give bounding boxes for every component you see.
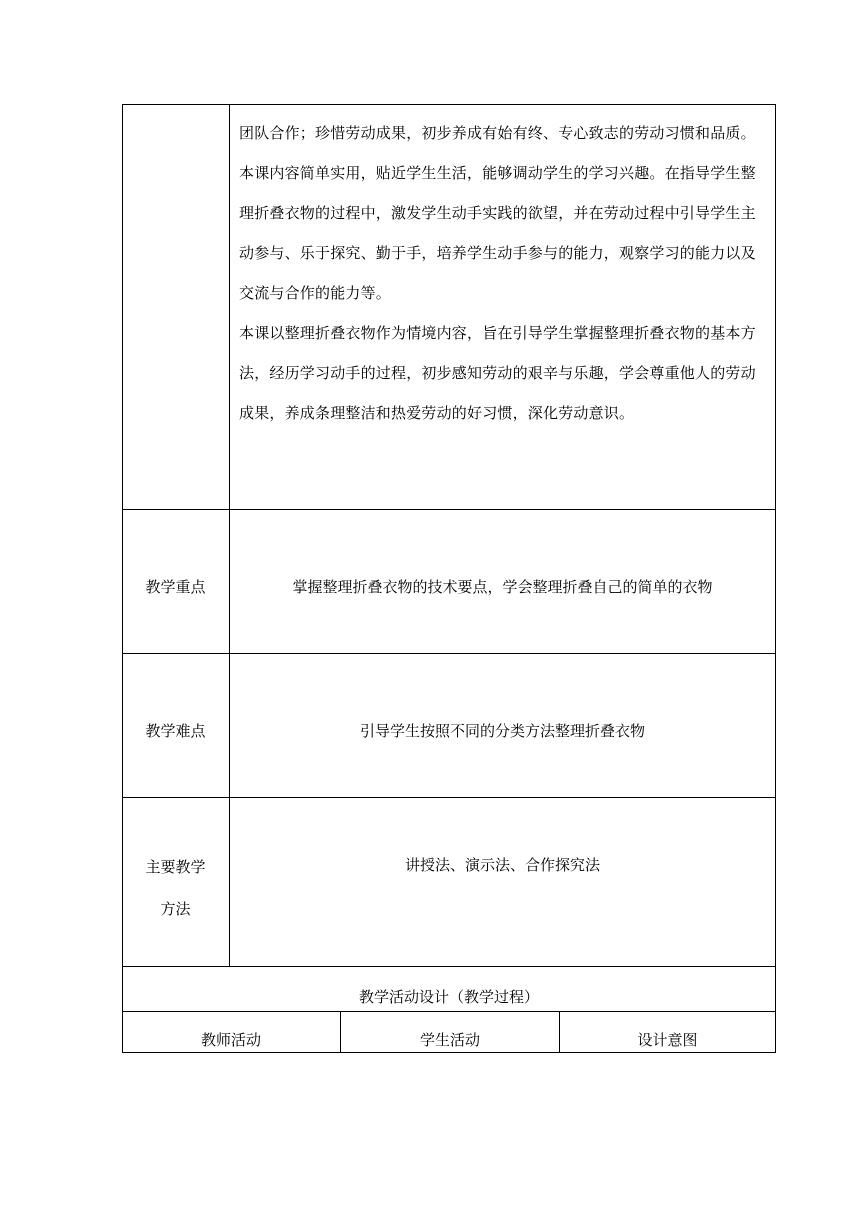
objectives-content	[239, 113, 770, 433]
objectives-paragraph: 本课以整理折叠衣物作为情境内容，旨在引导学生掌握整理折叠衣物的基本方法，经历学习动手的过程，初步感知劳动的艰辛与乐趣，学会尊重他人的劳动成果，养成条理整洁和热爱劳动的好习惯，深化劳动意识。	[239, 324, 756, 422]
table-border-right	[775, 104, 776, 1053]
row-divider	[122, 653, 776, 654]
row-divider	[122, 1011, 776, 1012]
methods-label-line1: 主要教学	[145, 858, 206, 876]
difficulties-label: 教学难点	[145, 722, 206, 740]
lesson-plan-table	[122, 104, 776, 1053]
row-divider	[122, 966, 776, 967]
table-border-bottom	[122, 1052, 776, 1053]
methods-content: 讲授法、演示法、合作探究法	[404, 856, 600, 874]
column-header-teacher-activity: 教师活动	[200, 1031, 261, 1049]
table-border-top	[122, 104, 776, 105]
activity-design-title: 教学活动设计（教学过程）	[358, 988, 539, 1006]
column-header-student-activity: 学生活动	[419, 1031, 480, 1049]
row-divider	[122, 509, 776, 510]
key-points-content: 掌握整理折叠衣物的技术要点，学会整理折叠自己的简单的衣物	[292, 578, 713, 596]
objectives-paragraph: 团队合作；珍惜劳动成果，初步养成有始有终、专心致志的劳动习惯和品质。	[239, 124, 756, 142]
label-column-divider	[229, 104, 230, 966]
objectives-paragraph: 本课内容简单实用，贴近学生生活，能够调动学生的学习兴趣。在指导学生整理折叠衣物的过程中，激发学生动手实践的欲望，并在劳动过程中引导学生主动参与、乐于探究、勤于手，培养学生动手参与的能力，观察学习的能力以及交流与合作的能力等。	[239, 164, 756, 302]
column-header-design-intent: 设计意图	[637, 1031, 698, 1049]
methods-label-line2: 方法	[160, 900, 191, 918]
row-divider	[122, 797, 776, 798]
key-points-label: 教学重点	[145, 578, 206, 596]
difficulties-content: 引导学生按照不同的分类方法整理折叠衣物	[359, 722, 645, 740]
